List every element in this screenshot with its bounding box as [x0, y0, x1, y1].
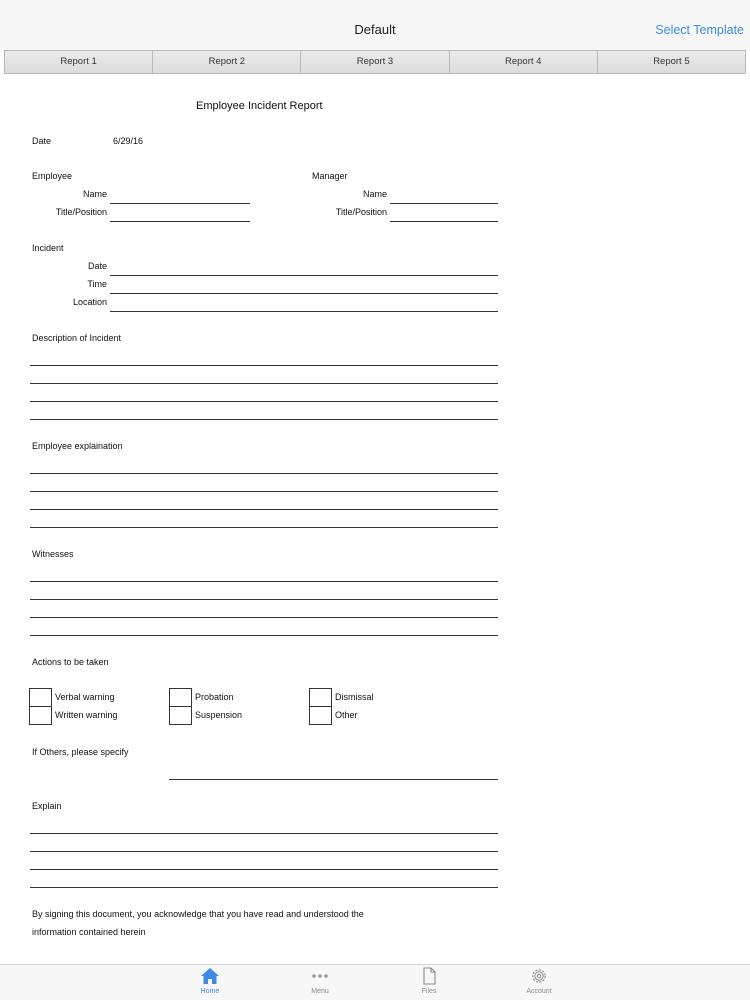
- explanation-line[interactable]: [30, 473, 498, 474]
- segment-report-3[interactable]: Report 3: [301, 51, 449, 73]
- manager-title-field[interactable]: [390, 221, 498, 222]
- date-label: Date: [32, 136, 52, 146]
- acknowledgement-line-2: information contained herein: [32, 927, 146, 937]
- verbal-warning-checkbox[interactable]: [29, 688, 52, 707]
- dismissal-label: Dismissal: [335, 692, 374, 702]
- tab-menu-label: Menu: [311, 988, 329, 995]
- explain-line[interactable]: [30, 869, 498, 870]
- tab-account-label: Account: [526, 988, 552, 995]
- gear-icon: [529, 967, 549, 985]
- explanation-line[interactable]: [30, 491, 498, 492]
- report-segmented-control: [4, 50, 746, 74]
- manager-heading: Manager: [312, 171, 348, 181]
- incident-time-field[interactable]: [110, 293, 498, 294]
- explain-line[interactable]: [30, 851, 498, 852]
- navigation-bar: [0, 0, 750, 50]
- suspension-label: Suspension: [195, 710, 243, 720]
- employee-title-field[interactable]: [110, 221, 250, 222]
- employee-name-label: Name: [82, 189, 107, 199]
- description-line[interactable]: [30, 365, 498, 366]
- page-title: Default: [354, 22, 396, 37]
- explanation-label: Employee explaination: [32, 441, 123, 451]
- employee-name-field[interactable]: [110, 203, 250, 204]
- explanation-line[interactable]: [30, 509, 498, 510]
- employee-heading: Employee: [32, 171, 73, 181]
- witnesses-line[interactable]: [30, 617, 498, 618]
- home-icon: [200, 967, 220, 985]
- explain-line[interactable]: [30, 833, 498, 834]
- acknowledgement-line-1: By signing this document, you acknowledge that you have read and understood the: [32, 909, 364, 919]
- segment-report-5[interactable]: Report 5: [598, 51, 745, 73]
- manager-name-label: Name: [362, 189, 387, 199]
- explanation-line[interactable]: [30, 527, 498, 528]
- description-line[interactable]: [30, 383, 498, 384]
- probation-label: Probation: [195, 692, 234, 702]
- incident-location-label: Location: [72, 297, 107, 307]
- actions-label: Actions to be taken: [32, 657, 109, 667]
- segment-report-2[interactable]: Report 2: [153, 51, 301, 73]
- incident-time-label: Time: [87, 279, 107, 289]
- tab-bar: [0, 964, 750, 1000]
- dismissal-checkbox[interactable]: [309, 688, 332, 707]
- description-line[interactable]: [30, 401, 498, 402]
- incident-date-field[interactable]: [110, 275, 498, 276]
- description-line[interactable]: [30, 419, 498, 420]
- incident-date-label: Date: [87, 261, 107, 271]
- tab-files-label: Files: [421, 988, 437, 995]
- manager-name-field[interactable]: [390, 203, 498, 204]
- written-warning-checkbox[interactable]: [29, 706, 52, 725]
- employee-title-label: Title/Position: [55, 207, 107, 217]
- select-template-button[interactable]: Select Template: [655, 23, 744, 37]
- verbal-warning-label: Verbal warning: [55, 692, 115, 702]
- suspension-checkbox[interactable]: [169, 706, 192, 725]
- explain-line[interactable]: [30, 887, 498, 888]
- witnesses-line[interactable]: [30, 635, 498, 636]
- witnesses-label: Witnesses: [32, 549, 74, 559]
- tab-home-label: Home: [200, 988, 220, 995]
- other-label: Other: [335, 710, 358, 720]
- date-value: 6/29/16: [113, 136, 144, 146]
- written-warning-label: Written warning: [55, 710, 118, 720]
- incident-location-field[interactable]: [110, 311, 498, 312]
- witnesses-line[interactable]: [30, 581, 498, 582]
- more-icon: [310, 967, 330, 985]
- segment-report-4[interactable]: Report 4: [450, 51, 598, 73]
- witnesses-line[interactable]: [30, 599, 498, 600]
- others-specify-field[interactable]: [169, 779, 498, 780]
- explain-label: Explain: [32, 801, 62, 811]
- tab-files[interactable]: [399, 967, 459, 995]
- others-specify-label: If Others, please specify: [32, 747, 129, 757]
- file-icon: [419, 967, 439, 985]
- incident-report-document: [0, 74, 750, 964]
- manager-title-label: Title/Position: [335, 207, 387, 217]
- tab-account[interactable]: [509, 967, 569, 995]
- incident-heading: Incident: [32, 243, 64, 253]
- probation-checkbox[interactable]: [169, 688, 192, 707]
- description-label: Description of Incident: [32, 333, 122, 343]
- other-checkbox[interactable]: [309, 706, 332, 725]
- segment-report-1[interactable]: Report 1: [5, 51, 153, 73]
- document-title: Employee Incident Report: [196, 100, 323, 112]
- tab-home[interactable]: [180, 967, 240, 995]
- tab-menu[interactable]: [290, 967, 350, 995]
